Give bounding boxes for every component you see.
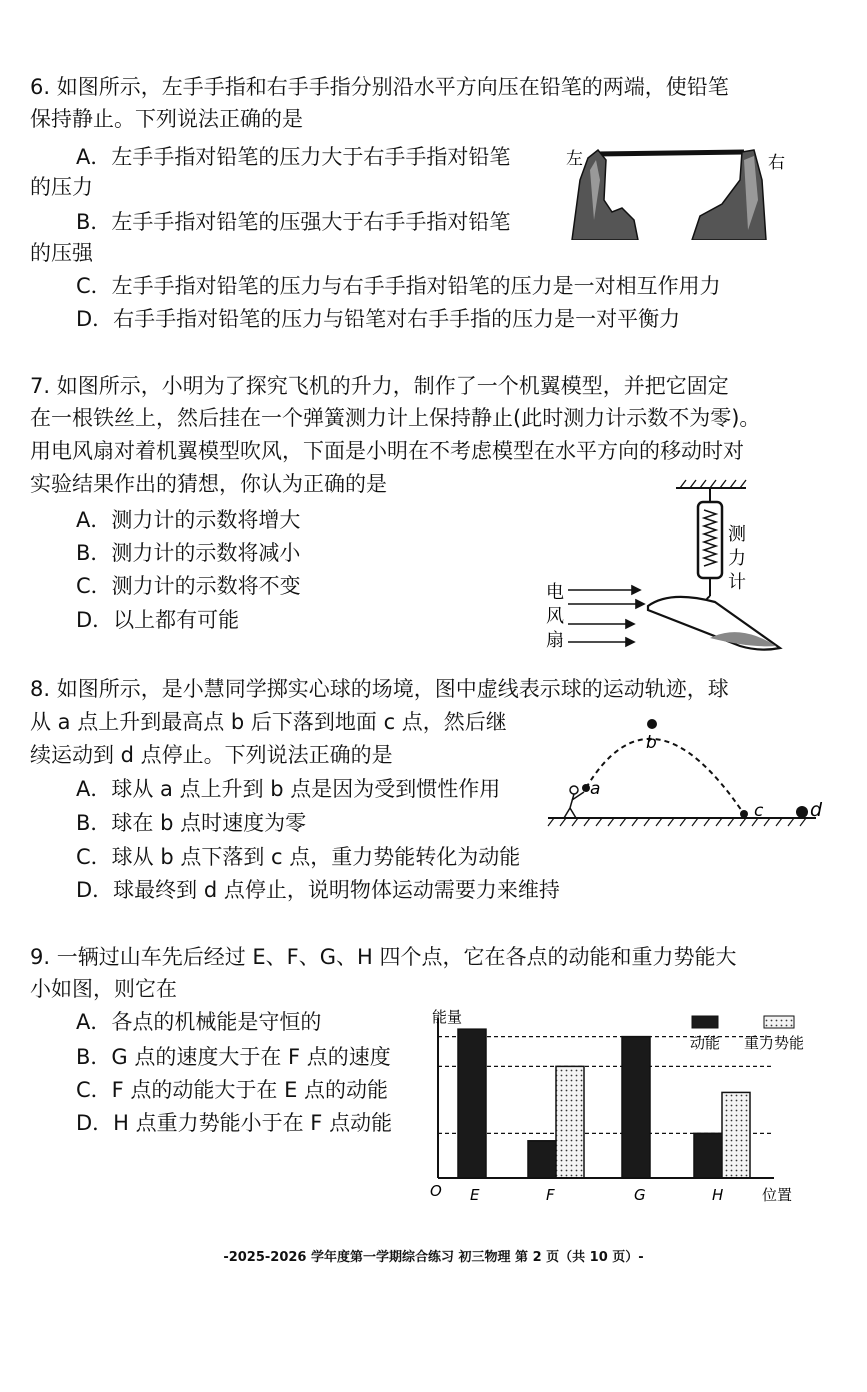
q8-label-d: d	[810, 799, 823, 821]
q9-option-b: B．G 点的速度大于在 F 点的速度	[76, 1045, 391, 1069]
x-axis-label: 位置	[762, 1186, 793, 1204]
q8-option-a: A．球从 a 点上升到 b 点是因为受到惯性作用	[76, 777, 501, 801]
bar-E-kinetic	[458, 1029, 486, 1178]
page-footer: -2025-2026 学年度第一学期综合练习 初三物理 第 2 页（共 10 页）-	[223, 1250, 644, 1265]
q8-option-d: D．球最终到 d 点停止，说明物体运动需要力来维持	[76, 878, 560, 902]
q8-stem-line2: 从 a 点上升到最高点 b 后下落到地面 c 点，然后继	[30, 710, 507, 734]
bar-G-kinetic	[622, 1037, 650, 1178]
legend-swatch-kinetic	[692, 1016, 718, 1028]
q7-meter-label-1: 测	[728, 524, 746, 545]
q7-option-c: C．测力计的示数将不变	[76, 574, 301, 598]
q9-stem-line1: 9. 一辆过山车先后经过 E、F、G、H 四个点，它在各点的动能和重力势能大	[30, 945, 737, 969]
q9-stem-line2: 小如图，则它在	[30, 977, 177, 1001]
q7-stem-line4: 实验结果作出的猜想，你认为正确的是	[30, 472, 387, 496]
q7-option-a: A．测力计的示数将增大	[76, 508, 301, 532]
bar-F-potential	[556, 1066, 584, 1178]
chart-legend	[690, 1016, 804, 1052]
bar-F-kinetic	[528, 1141, 556, 1178]
legend-label-kinetic: 动能	[690, 1034, 721, 1052]
energy-bar-chart	[424, 1008, 824, 1208]
tick-label-E: E	[470, 1186, 480, 1204]
q6-option-a-cont: 的压力	[30, 175, 93, 199]
q6-stem-line2: 保持静止。下列说法正确的是	[30, 107, 303, 131]
q7-option-b: B．测力计的示数将减小	[76, 541, 301, 565]
q7-fan-label-1: 电	[546, 582, 564, 603]
q7-wing-figure	[540, 478, 790, 656]
q8-label-a: a	[590, 779, 601, 799]
q6-option-b-cont: 的压强	[30, 241, 93, 265]
bar-H-potential	[722, 1092, 750, 1178]
q8-label-c: c	[754, 801, 764, 821]
q6-pencil-figure	[562, 140, 792, 240]
q6-stem-line1: 6. 如图所示，左手手指和右手手指分别沿水平方向压在铅笔的两端，使铅笔	[30, 75, 729, 99]
q8-option-c: C．球从 b 点下落到 c 点，重力势能转化为动能	[76, 845, 521, 869]
tick-label-F: F	[546, 1186, 555, 1204]
q8-option-b: B．球在 b 点时速度为零	[76, 811, 307, 835]
tick-label-H: H	[712, 1186, 724, 1204]
legend-swatch-potential	[764, 1016, 794, 1028]
q7-stem-line2: 在一根铁丝上，然后挂在一个弹簧测力计上保持静止(此时测力计示数不为零)。	[30, 406, 761, 430]
q8-stem-line3: 续运动到 d 点停止。下列说法正确的是	[30, 743, 393, 767]
origin-label: O	[430, 1182, 442, 1200]
q6-option-a: A．左手手指对铅笔的压力大于右手手指对铅笔	[76, 145, 511, 169]
q6-option-b: B．左手手指对铅笔的压强大于右手手指对铅笔	[76, 210, 511, 234]
q7-stem-line1: 7. 如图所示，小明为了探究飞机的升力，制作了一个机翼模型，并把它固定	[30, 374, 729, 398]
q7-stem-line3: 用电风扇对着机翼模型吹风，下面是小明在不考虑模型在水平方向的移动时对	[30, 439, 744, 463]
tick-label-G: G	[634, 1186, 646, 1204]
q6-label-left: 左	[566, 149, 583, 169]
q6-option-c: C．左手手指对铅笔的压力与右手手指对铅笔的压力是一对相互作用力	[76, 274, 721, 298]
y-axis-label: 能量	[432, 1008, 463, 1026]
q7-fan-label-3: 扇	[546, 630, 564, 651]
bar-H-kinetic	[694, 1133, 722, 1178]
q8-stem-line1: 8. 如图所示，是小慧同学掷实心球的场境，图中虚线表示球的运动轨迹，球	[30, 677, 729, 701]
q9-option-a: A．各点的机械能是守恒的	[76, 1010, 322, 1034]
q8-label-b: b	[646, 733, 657, 753]
q7-fan-label-2: 风	[546, 606, 564, 627]
q6-option-d: D．右手手指对铅笔的压力与铅笔对右手手指的压力是一对平衡力	[76, 307, 681, 331]
q7-meter-label-2: 力	[728, 548, 746, 569]
q6-label-right: 右	[768, 153, 785, 173]
q7-option-d: D．以上都有可能	[76, 608, 240, 632]
q8-trajectory-figure	[544, 708, 824, 832]
q7-meter-label-3: 计	[728, 572, 746, 593]
q9-option-d: D．H 点重力势能小于在 F 点动能	[76, 1111, 393, 1135]
legend-label-potential: 重力势能	[744, 1034, 805, 1052]
q9-option-c: C．F 点的动能大于在 E 点的动能	[76, 1078, 389, 1102]
